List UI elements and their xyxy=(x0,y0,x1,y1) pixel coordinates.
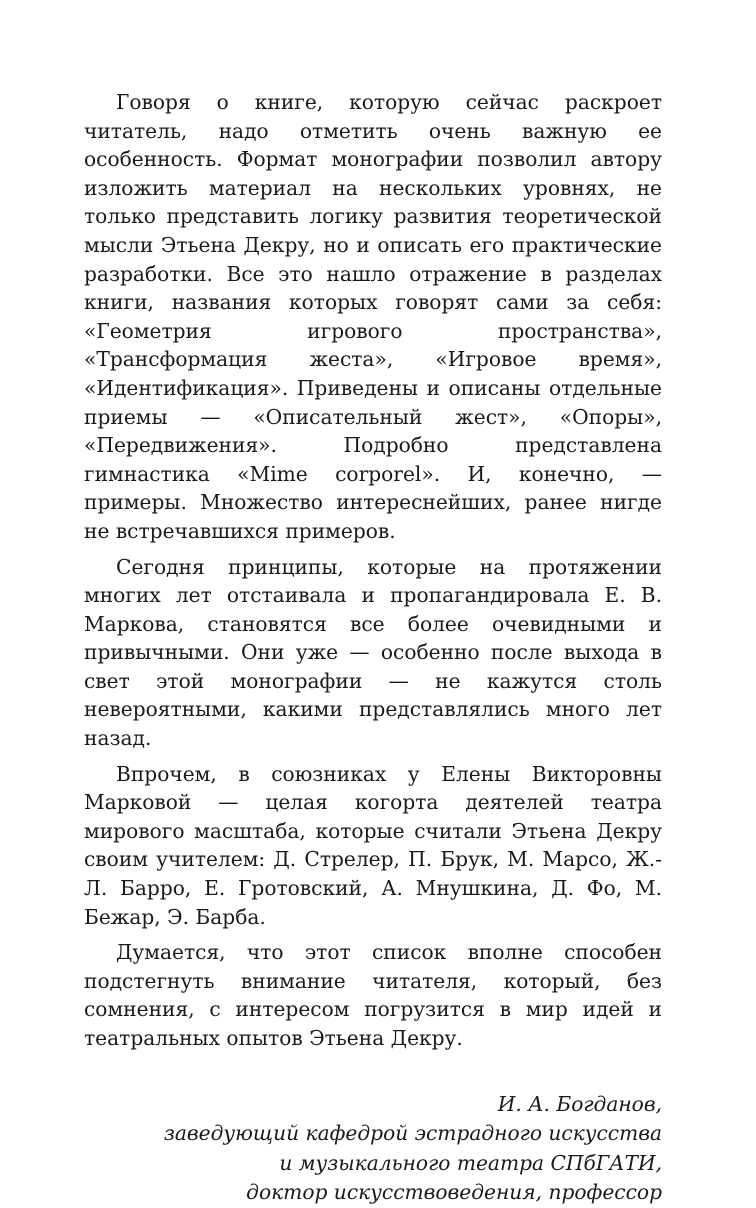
signature-block xyxy=(84,1090,662,1208)
paragraph-book-overview: Говоря о книге, которую сейчас раскроет читатель, надо отметить очень важную ее особенность. Формат монографии позволил автору изложить материал на нескольких уровнях, не только представить логику развития теоретической мысли Этьена Декру, но и описать его практические разработки. Все это нашло отражение в разделах книги, названия которых говорят сами за себя: «Геометрия игрового пространства», «Трансформация жеста», «Игровое время», «Идентификация». Приведены и описаны отдельные приемы — «Описательный жест», «Опоры», «Передвижения». Подробно представлена гимнастика «Mime corporel». И, конечно, — примеры. Множество интереснейших, ранее нигде не встречавшихся примеров. xyxy=(84,90,662,543)
signature-name: И. А. Богданов, xyxy=(497,1091,662,1116)
paragraph-allies: Впрочем, в союзниках у Елены Викторовны Марковой — целая когорта деятелей театра мирового масштаба, которые считали Этьена Декру своим учителем: Д. Стрелер, П. Брук, М. Марсо, Ж.-Л. Барро, Е. Гротовский, А. Мнушкина, Д. Фо, М. Бежар, Э. Барба. xyxy=(84,761,662,929)
signature-institution: и музыкального театра СПбГАТИ, xyxy=(279,1150,662,1175)
signature-degree: доктор искусствоведения, профессор xyxy=(246,1180,662,1205)
signature-position: заведующий кафедрой эстрадного искусства xyxy=(163,1121,662,1146)
document-page xyxy=(84,88,662,1208)
paragraph-conclusion: Думается, что этот список вполне способен подстегнуть внимание читателя, который, без сомнения, с интересом погрузится в мир идей и театральных опытов Этьена Декру. xyxy=(84,940,662,1050)
paragraph-principles: Сегодня принципы, которые на протяжении многих лет отстаивала и пропагандировала Е. В. Маркова, становятся все более очевидными и привычными. Они уже — особенно после выхода в свет этой монографии — не кажутся столь невероятными, какими представлялись много лет назад. xyxy=(84,554,662,751)
